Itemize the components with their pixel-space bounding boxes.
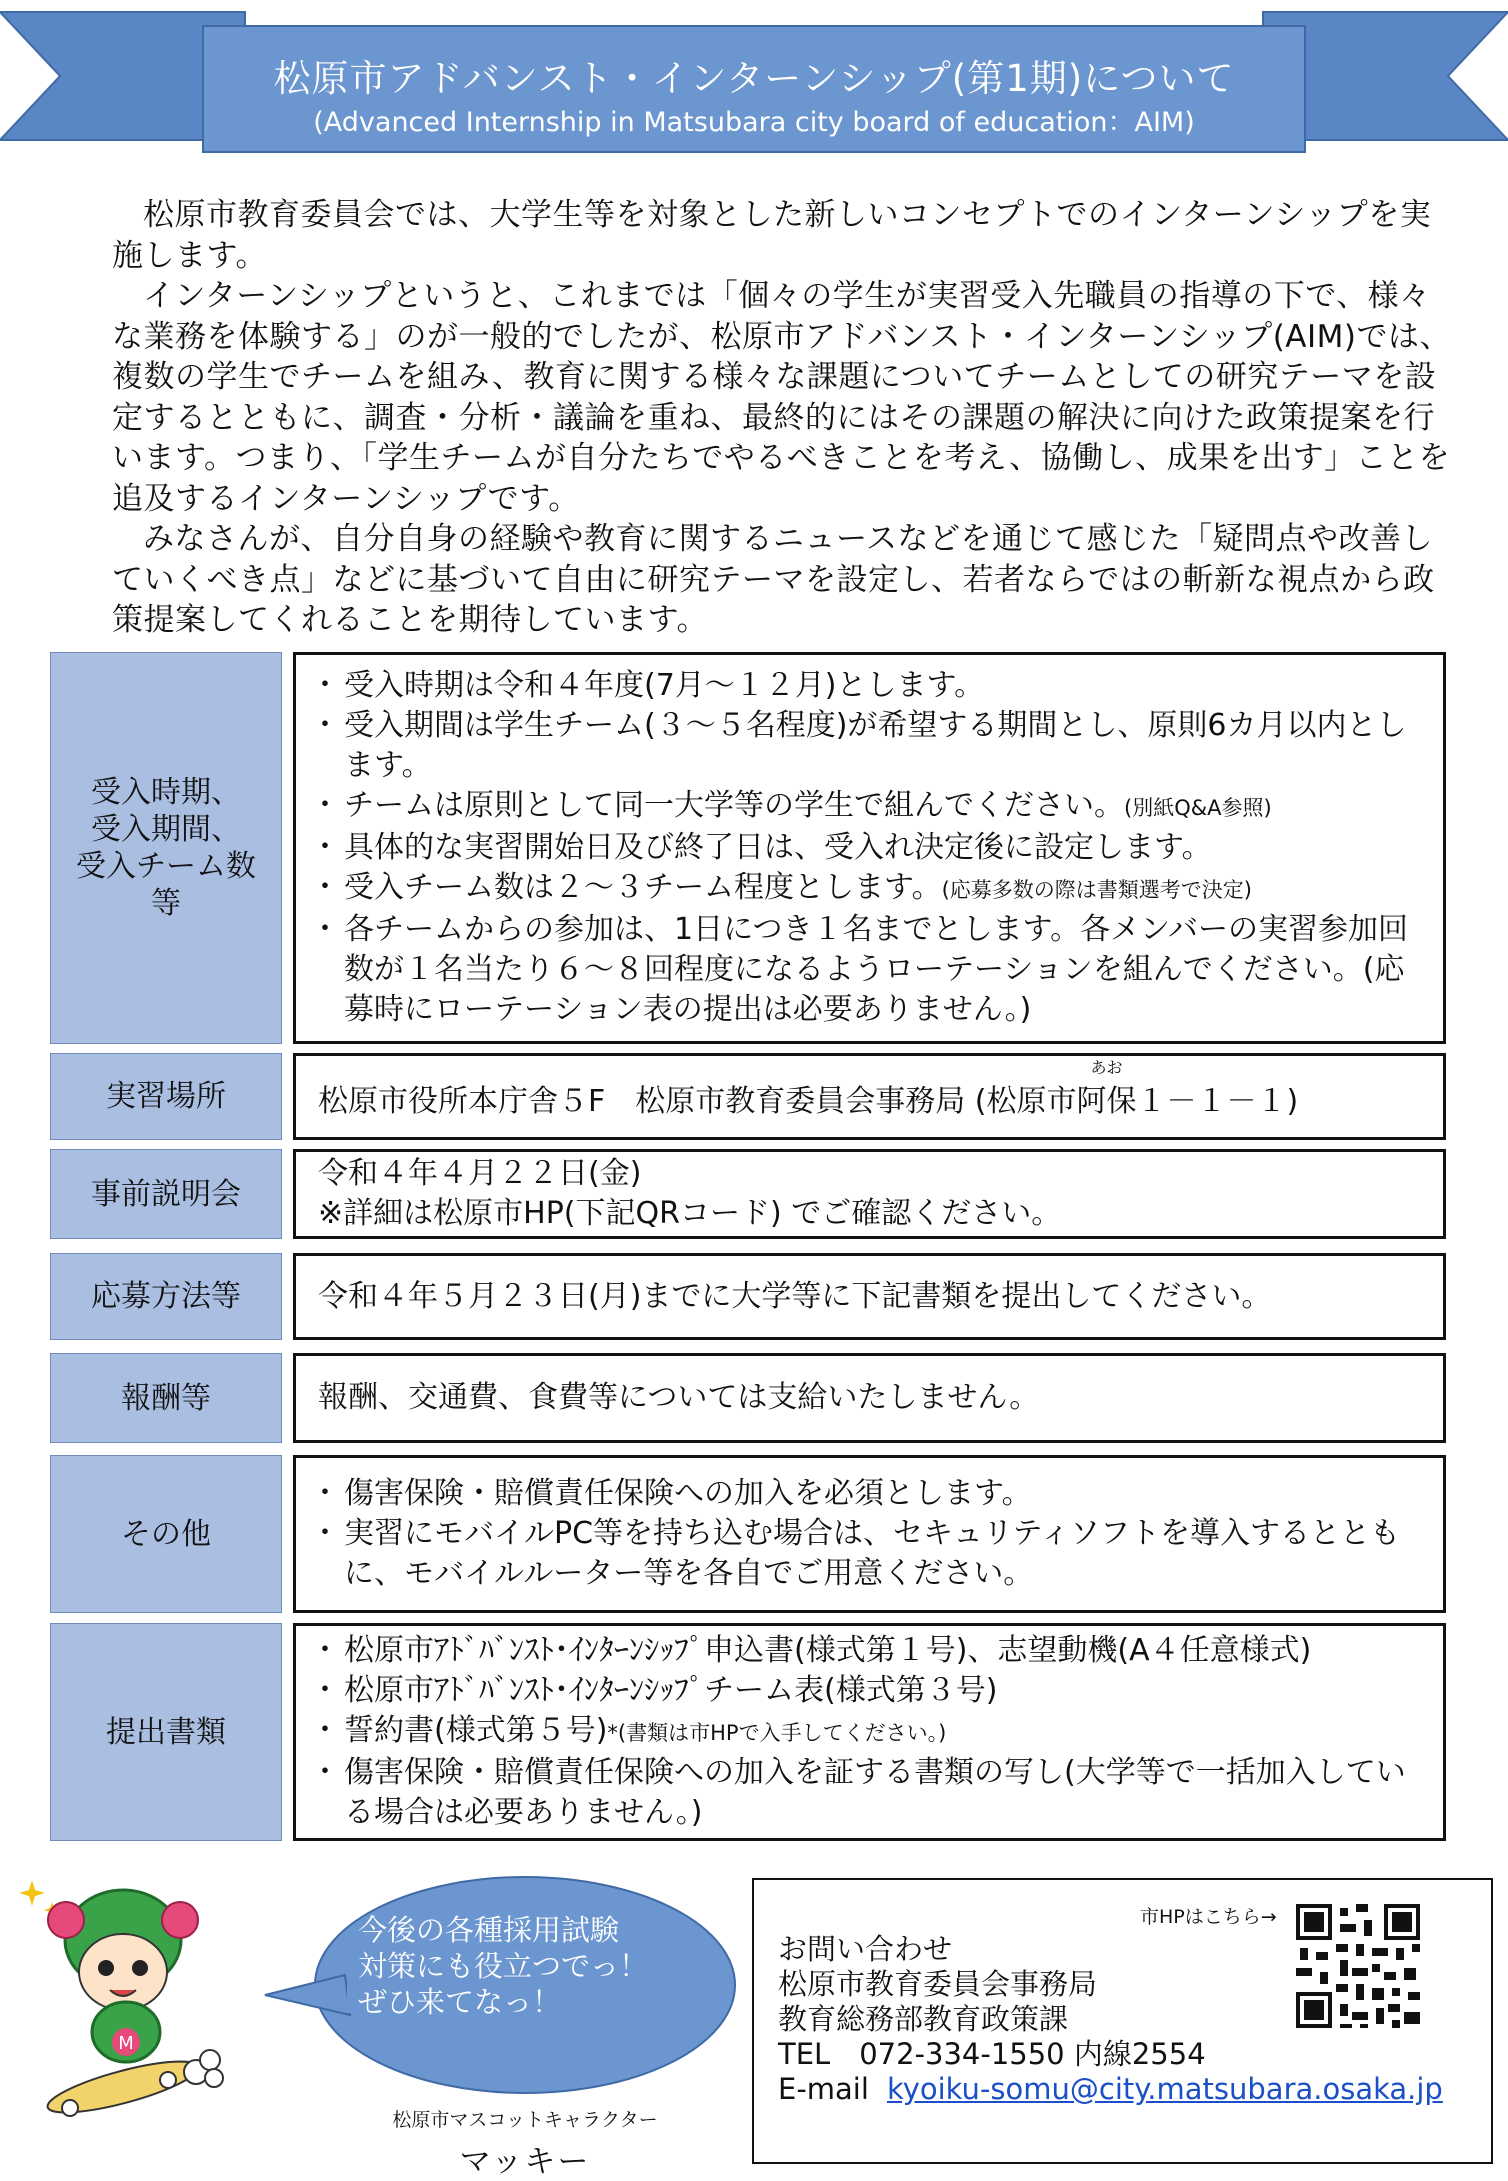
note: *(書類は市HPで入手してください。) — [607, 1721, 947, 1745]
row-content-documents — [293, 1623, 1446, 1841]
row-content-briefing — [293, 1149, 1446, 1239]
row-reward — [50, 1353, 1450, 1443]
list-item: ・ 松原市ｱﾄﾞﾊﾞﾝｽﾄ･ｲﾝﾀｰﾝｼｯﾌﾟ申込書(様式第１号)、志望動機(A４任意様式) — [318, 1631, 1427, 1671]
row-apply — [50, 1253, 1450, 1340]
list-item: ・ 各チームからの参加は、1日につき１名までとします。各メンバーの実習参加回数が１名当たり６～８回程度になるようローテーションを組んでください。(応募時にローテーション表の提出は必要ありません。) — [318, 910, 1427, 1030]
intro-paragraph: みなさんが、自分自身の経験や教育に関するニュースなどを通じて感じた「疑問点や改善していくべき点」などに基づいて自由に研究テーマを設定し、若者ならではの斬新な視点から政策提案してくれることを期待しています。 — [112, 521, 1435, 638]
briefing-note: ※詳細は松原市HP(下記QRコード) でご確認ください。 — [318, 1196, 1062, 1231]
qr-note: 市HPはこちら→ — [1140, 1906, 1277, 1928]
list-item: ・ 受入期間は学生チーム(３～５名程度)が希望する期間とし、原則6カ月以内とします。 — [318, 706, 1427, 786]
ruby-address: あお 阿保 — [1076, 1057, 1137, 1119]
list-item: ・ 実習にモバイルPC等を持ち込む場合は、セキュリティソフトを導入するとともに、モバイルルーター等を各自でご用意ください。 — [318, 1514, 1427, 1594]
svg-text:M: M — [118, 2033, 134, 2054]
rose-icon — [162, 1902, 198, 1938]
list-item: ・ 受入時期は令和４年度(7月～１２月)とします。 — [318, 666, 1427, 706]
row-content-period — [293, 652, 1446, 1044]
mascot-name: マッキー — [459, 2144, 591, 2180]
row-label-apply: 応募方法等 — [50, 1253, 282, 1340]
intro-paragraph: 松原市教育委員会では、大学生等を対象とした新しいコンセプトでのインターンシップを実施します。 — [112, 197, 1432, 274]
row-content-place: 松原市役所本庁舎５F 松原市教育委員会事務局 (松原市 あお 阿保１－１－１) — [293, 1053, 1446, 1140]
face-icon — [79, 1934, 167, 2010]
row-briefing — [50, 1149, 1450, 1239]
row-content-reward: 報酬、交通費、食費等については支給いたしません。 — [293, 1353, 1446, 1443]
list-item: ・ 傷害保険・賠償責任保険への加入を証する書類の写し(大学等で一括加入している場合は必要ありません。) — [318, 1753, 1427, 1833]
row-other — [50, 1455, 1450, 1613]
contact-dept: 教育総務部教育政策課 — [778, 2002, 1069, 2036]
row-label-reward: 報酬等 — [50, 1353, 282, 1443]
row-content-apply: 令和４年５月２３日(月)までに大学等に下記書類を提出してください。 — [293, 1253, 1446, 1340]
row-period — [50, 652, 1450, 1044]
row-place — [50, 1053, 1450, 1140]
rose-icon — [48, 1902, 84, 1938]
note: (別紙Q&A参照) — [1124, 796, 1272, 820]
list-item: ・ チームは原則として同一大学等の学生で組んでください。(別紙Q&A参照) — [318, 786, 1427, 828]
row-label-briefing: 事前説明会 — [50, 1149, 282, 1239]
briefing-date: 令和４年４月２２日(金) — [318, 1156, 642, 1191]
note: (応募多数の際は書類選考で決定) — [941, 878, 1252, 902]
contact-email-row — [778, 2072, 1443, 2107]
dust-cloud-icon — [184, 2050, 223, 2087]
contact-box — [752, 1878, 1493, 2164]
contact-heading: お問い合わせ — [778, 1932, 953, 1966]
row-content-other — [293, 1455, 1446, 1613]
row-label-period: 受入時期、 受入期間、 受入チーム数 等 — [50, 652, 282, 1044]
list-item: ・ 誓約書(様式第５号)*(書類は市HPで入手してください。) — [318, 1711, 1427, 1753]
row-documents — [50, 1623, 1450, 1841]
list-item: ・ 受入チーム数は２～３チーム程度とします。(応募多数の際は書類選考で決定) — [318, 868, 1427, 910]
intro-paragraph: インターンシップというと、これまでは「個々の学生が実習受入先職員の指導の下で、様々な業務を体験する」のが一般的でしたが、松原市アドバンスト・インターンシップ(AIM)では、複数の学生でチームを組み、教育に関する様々な課題についてチームとしての研究テーマを設定するとともに、調査・分析・議論を重ね、最終的にはその課題の解決に向けた政策提案を行います。つまり、「学生チームが自分たちでやるべきことを考え、協働し、成果を出す」ことを追及するインターンシップです。 — [112, 278, 1451, 517]
mascot-caption: 松原市マスコットキャラクター — [392, 2109, 658, 2131]
contact-tel: TEL 072-334-1550 内線2554 — [778, 2037, 1206, 2071]
title-banner — [0, 0, 1508, 160]
mascot-illustration — [18, 1872, 228, 2122]
contact-org: 松原市教育委員会事務局 — [778, 1967, 1098, 2001]
row-label-documents: 提出書類 — [50, 1623, 282, 1841]
row-label-place: 実習場所 — [50, 1053, 282, 1140]
list-item: ・ 具体的な実習開始日及び終了日は、受入れ決定後に設定します。 — [318, 828, 1427, 868]
list-item: ・ 傷害保険・賠償責任保険への加入を必須とします。 — [318, 1474, 1427, 1514]
row-label-other: その他 — [50, 1455, 282, 1613]
email-link[interactable]: kyoiku-somu@city.matsubara.osaka.jp — [886, 2072, 1443, 2106]
intro-text — [112, 195, 1462, 641]
page-title: 松原市アドバンスト・インターンシップ(第1期)について — [273, 57, 1235, 100]
page-subtitle: (Advanced Internship in Matsubara city board of education：AIM) — [313, 107, 1195, 138]
list-item: ・ 松原市ｱﾄﾞﾊﾞﾝｽﾄ･ｲﾝﾀｰﾝｼｯﾌﾟチーム表(様式第３号) — [318, 1671, 1427, 1711]
mascot-speech: 今後の各種採用試験 対策にも役立つでっ！ ぜひ来てなっ！ — [358, 1913, 649, 2019]
email-label: E-mail — [778, 2072, 869, 2106]
